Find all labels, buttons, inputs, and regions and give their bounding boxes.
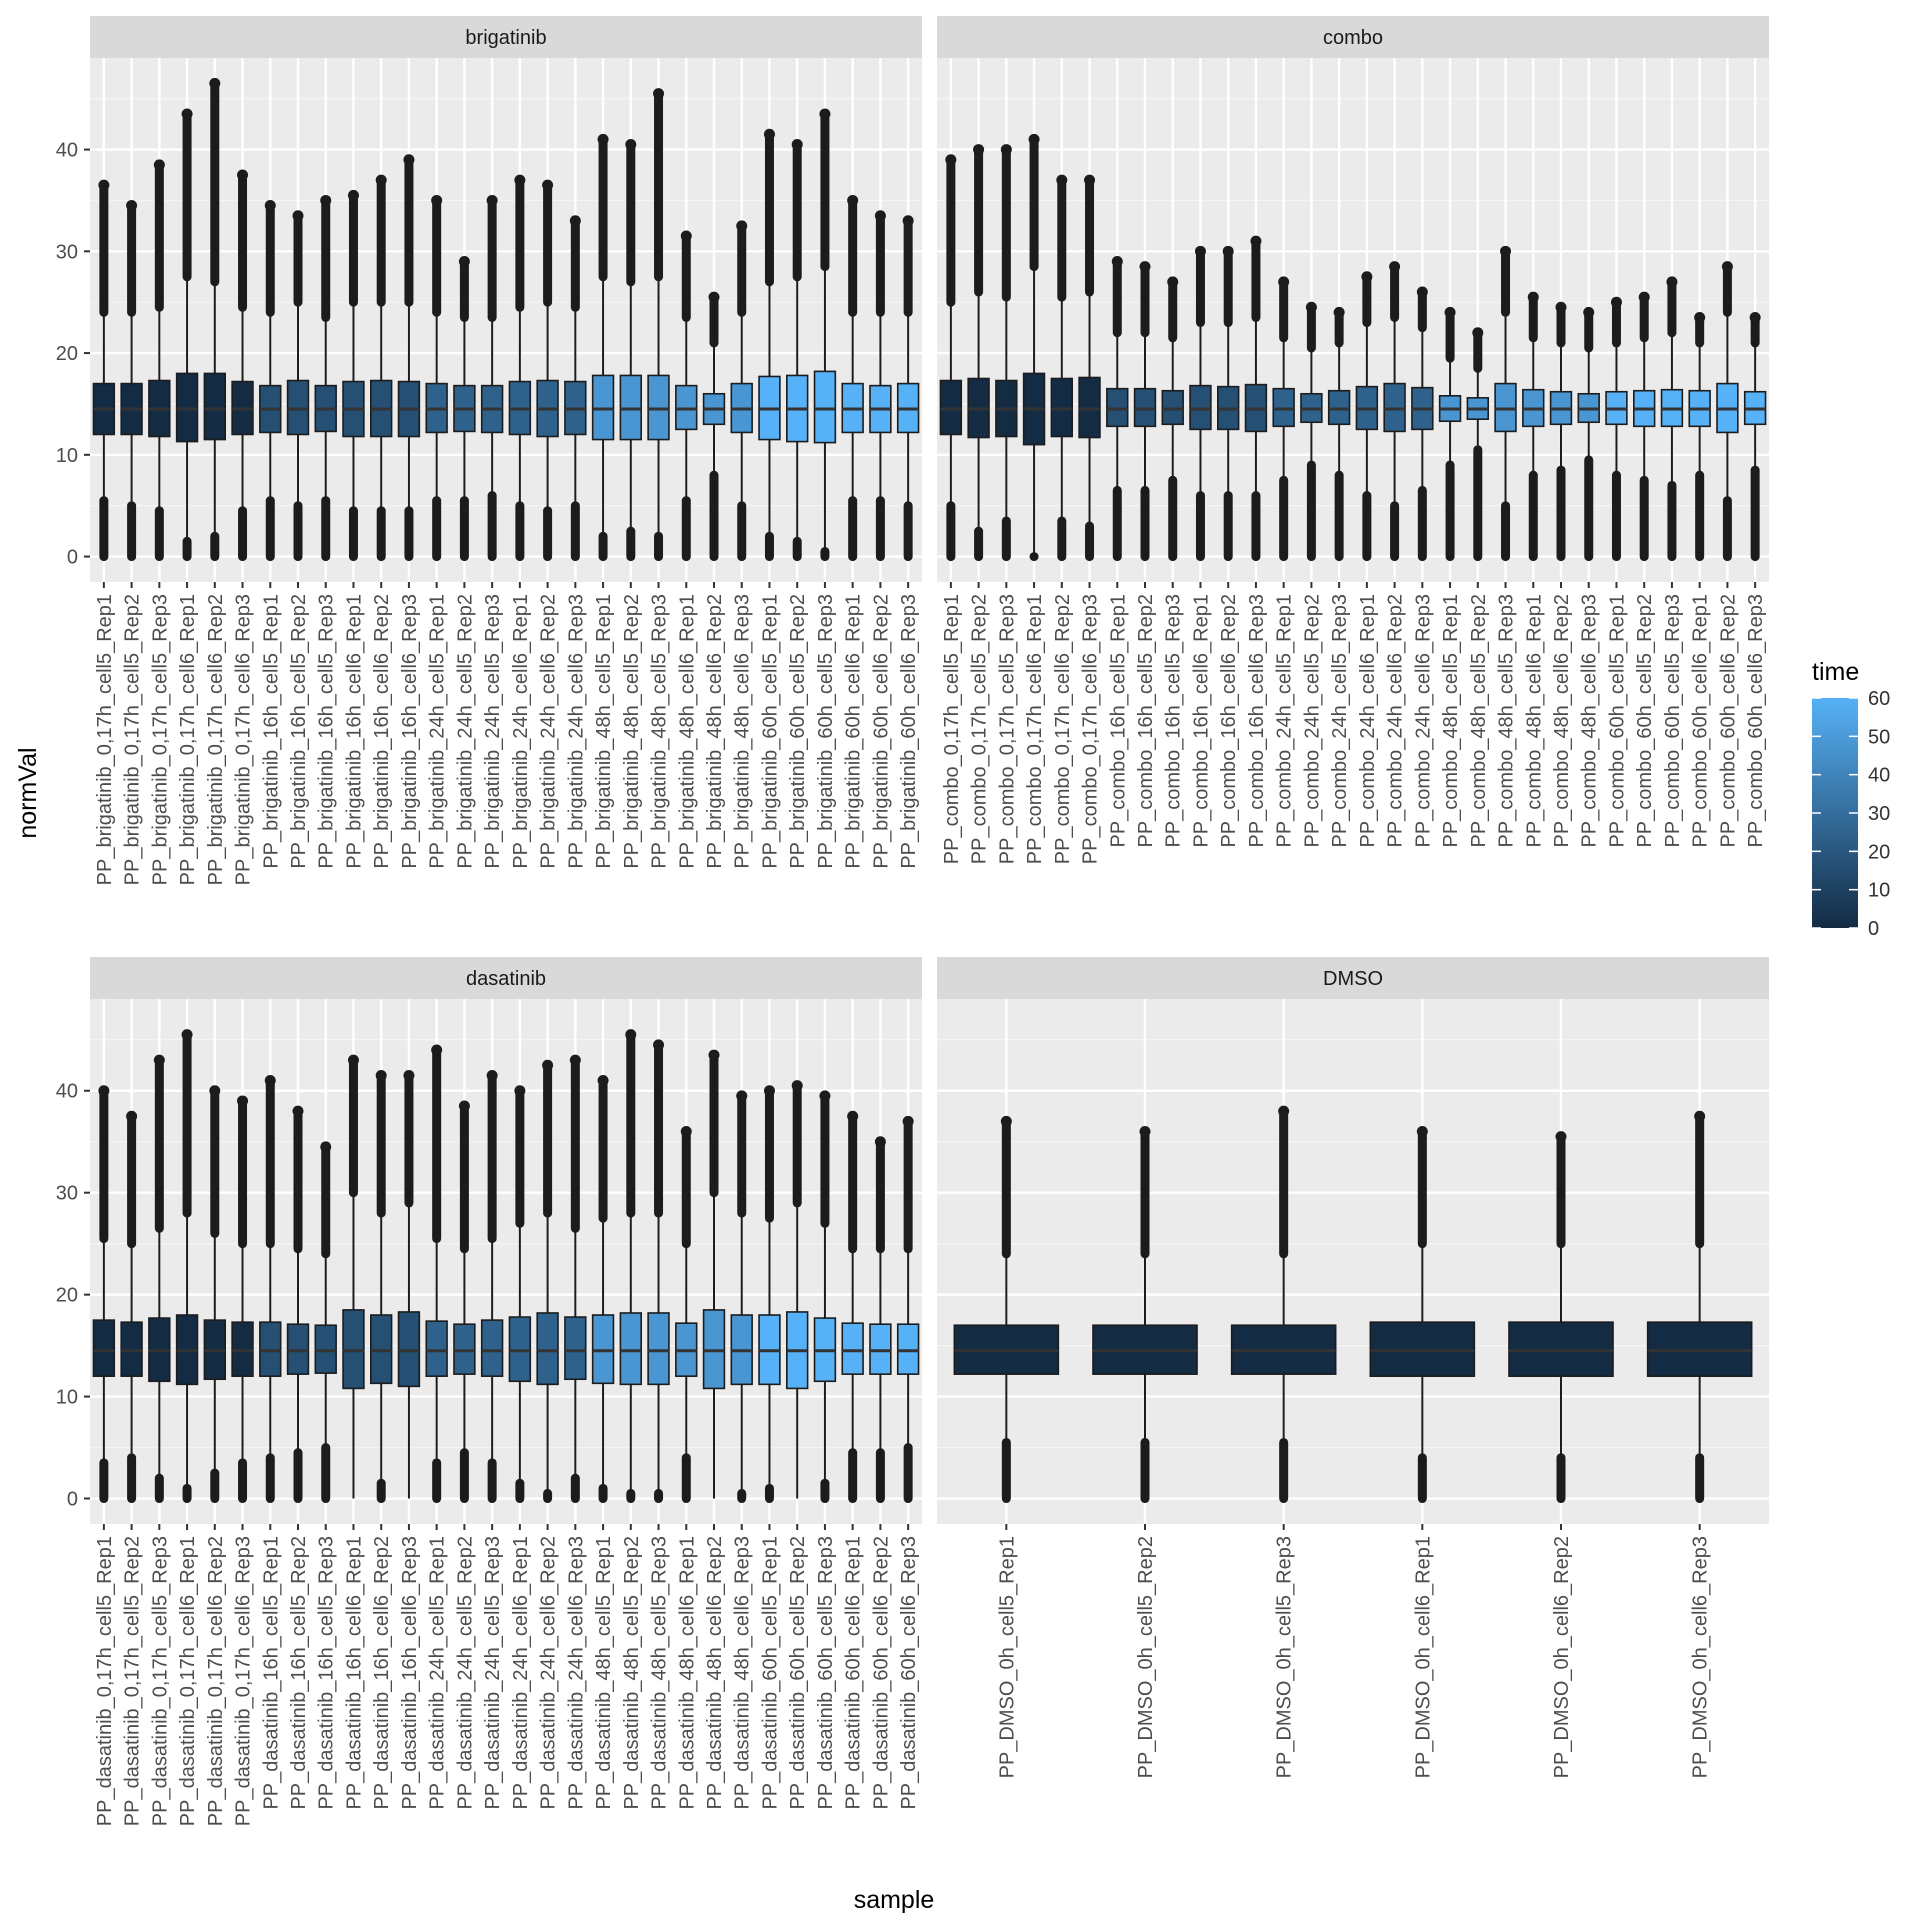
x-tick-label: PP_combo_16h_cell6_Rep3 [1245,594,1268,848]
outlier-point [1389,261,1400,272]
x-tick-label: PP_dasatinib_24h_cell6_Rep2 [537,1536,560,1810]
outlier-point [1583,307,1594,318]
x-tick-label: PP_brigatinib_48h_cell6_Rep3 [731,594,754,869]
outlier-point [293,210,304,221]
x-tick-label: PP_DMSO_0h_cell5_Rep1 [996,1536,1019,1779]
x-tick-label: PP_brigatinib_24h_cell6_Rep2 [537,594,560,869]
outlier-point [1084,175,1095,186]
box-iqr [315,1325,336,1373]
box-iqr [648,375,669,439]
x-tick-label: PP_combo_16h_cell5_Rep1 [1107,594,1130,848]
box-iqr [648,1313,669,1384]
outlier-point [736,220,747,231]
x-tick-label: PP_combo_16h_cell5_Rep3 [1162,594,1185,848]
outlier-point [875,210,886,221]
outlier-point [1472,327,1483,338]
outlier-point [237,170,248,181]
x-tick-label: PP_combo_48h_cell6_Rep2 [1551,594,1573,848]
x-tick-label: PP_dasatinib_0,17h_cell6_Rep3 [232,1536,255,1827]
outlier-point [847,1111,858,1122]
outlier-point [154,159,165,170]
box-iqr [537,1313,558,1384]
outlier-point [625,139,636,150]
box-iqr [121,1322,142,1376]
x-tick-label: PP_brigatinib_16h_cell6_Rep1 [343,594,366,869]
x-tick-label: PP_combo_60h_cell6_Rep3 [1745,594,1768,848]
outlier-point [570,215,581,226]
outlier-point [1417,1126,1428,1137]
x-tick-label: PP_dasatinib_24h_cell5_Rep2 [454,1536,477,1810]
box-iqr [1162,391,1183,425]
outlier-point [764,1085,775,1096]
outlier-point [1445,307,1456,318]
box-iqr [232,1322,253,1376]
box-iqr [509,1317,530,1381]
x-tick-label: PP_dasatinib_48h_cell6_Rep2 [704,1536,726,1810]
outlier-point [209,78,220,89]
outlier-point [431,1044,442,1055]
legend-tick-label: 60 [1868,688,1891,710]
box-iqr [1273,389,1294,427]
box-iqr [1648,1322,1752,1376]
panel-brigatinib [56,16,922,885]
box-iqr [1509,1322,1613,1376]
x-tick-label: PP_dasatinib_0,17h_cell6_Rep2 [204,1536,227,1827]
outlier-point [1167,276,1178,287]
outlier-point [1306,302,1317,313]
box-iqr [204,373,225,439]
x-tick-label: PP_dasatinib_16h_cell5_Rep1 [260,1536,283,1810]
y-tick-label: 0 [66,546,78,569]
outlier-point [598,134,609,145]
x-axis-title: sample [853,1886,935,1914]
x-tick-label: PP_brigatinib_24h_cell6_Rep1 [509,594,532,869]
x-tick-label: PP_dasatinib_60h_cell5_Rep3 [814,1536,837,1810]
outlier-point [1278,276,1289,287]
outlier-point [973,144,984,155]
plot-background [937,999,1769,1524]
box-iqr [1495,384,1516,432]
outlier-point [154,1055,165,1066]
outlier-point [182,108,193,119]
x-tick-label: PP_brigatinib_60h_cell6_Rep2 [870,594,893,869]
y-tick-label: 20 [55,1284,78,1307]
x-tick-label: PP_combo_16h_cell6_Rep1 [1190,594,1213,848]
outlier-point [348,1055,359,1066]
x-tick-label: PP_brigatinib_0,17h_cell5_Rep3 [149,594,172,886]
x-tick-label: PP_brigatinib_0,17h_cell6_Rep1 [177,594,200,886]
box-iqr [676,386,697,430]
x-tick-label: PP_dasatinib_60h_cell5_Rep2 [787,1536,810,1810]
legend-tick-label: 20 [1868,841,1891,864]
x-tick-label: PP_dasatinib_48h_cell5_Rep1 [593,1536,616,1810]
x-tick-label: PP_dasatinib_60h_cell6_Rep2 [870,1536,893,1810]
x-tick-label: PP_brigatinib_24h_cell6_Rep3 [565,594,588,869]
outlier-point [182,1029,193,1040]
x-tick-label: PP_DMSO_0h_cell6_Rep2 [1551,1536,1573,1779]
legend-tick-label: 30 [1868,803,1891,825]
outlier-point [570,1055,581,1066]
box-iqr [1384,384,1405,432]
box-iqr [593,1315,614,1383]
x-tick-label: PP_brigatinib_16h_cell6_Rep3 [398,594,421,869]
facet-label: DMSO [1323,968,1383,990]
outlier-point [514,1085,525,1096]
outlier-point [265,1075,276,1086]
y-tick-label: 10 [55,444,78,467]
outlier-point [709,1050,720,1061]
legend-tick-label: 40 [1868,764,1891,787]
x-tick-label: PP_brigatinib_48h_cell5_Rep3 [648,594,671,869]
x-tick-label: PP_combo_24h_cell5_Rep2 [1301,594,1324,848]
outlier-point [903,215,914,226]
outlier-point [1666,276,1677,287]
x-tick-label: PP_brigatinib_48h_cell5_Rep1 [593,594,616,869]
x-tick-label: PP_brigatinib_16h_cell5_Rep2 [288,594,310,869]
box-iqr [482,1320,503,1376]
box-iqr [426,1321,447,1376]
outlier-point [293,1106,304,1117]
x-tick-label: PP_dasatinib_60h_cell6_Rep1 [842,1536,865,1810]
x-tick-label: PP_combo_0,17h_cell6_Rep1 [1024,594,1047,865]
outlier-point [792,139,803,150]
x-tick-label: PP_combo_16h_cell6_Rep2 [1218,594,1241,848]
x-tick-label: PP_combo_0,17h_cell6_Rep3 [1079,594,1102,865]
x-tick-label: PP_combo_24h_cell5_Rep3 [1329,594,1352,848]
box-iqr [399,1312,420,1386]
outlier-point [320,1141,331,1152]
x-tick-label: PP_dasatinib_48h_cell5_Rep3 [648,1536,671,1810]
outlier-point [1140,261,1151,272]
x-tick-label: PP_combo_60h_cell5_Rep3 [1661,594,1684,848]
x-tick-label: PP_DMSO_0h_cell6_Rep3 [1689,1536,1712,1779]
outlier-point [376,175,387,186]
outlier-point [265,200,276,211]
legend-tick-label: 50 [1868,726,1891,749]
x-tick-label: PP_brigatinib_0,17h_cell6_Rep2 [204,594,227,886]
box-iqr [898,1324,919,1374]
outlier-point [1001,144,1012,155]
x-tick-label: PP_dasatinib_24h_cell6_Rep1 [509,1536,532,1810]
outlier-point [459,1101,470,1112]
outlier-point [764,129,775,140]
x-tick-label: PP_combo_0,17h_cell5_Rep3 [996,593,1019,865]
box-iqr [93,1320,114,1376]
x-tick-label: PP_brigatinib_16h_cell5_Rep3 [315,594,338,869]
outlier-point [819,1090,830,1101]
x-tick-label: PP_brigatinib_24h_cell5_Rep3 [482,594,505,869]
legend-tick-label: 0 [1868,918,1880,940]
outlier-point [1195,246,1206,257]
x-tick-label: PP_combo_0,17h_cell6_Rep2 [1051,594,1074,865]
outlier-point [403,1070,414,1081]
box-iqr [593,375,614,439]
x-tick-label: PP_combo_0,17h_cell5_Rep1 [940,594,963,865]
outlier-point [1250,236,1261,247]
x-tick-label: PP_dasatinib_24h_cell5_Rep3 [482,1536,505,1810]
x-tick-label: PP_brigatinib_24h_cell5_Rep2 [454,594,477,869]
box-iqr [620,1313,641,1384]
outlier-point [1417,287,1428,298]
x-tick-label: PP_combo_24h_cell6_Rep2 [1384,594,1407,848]
legend-title: time [1812,658,1860,686]
x-tick-label: PP_dasatinib_16h_cell6_Rep1 [343,1536,366,1810]
outlier-point [1223,246,1234,257]
x-tick-label: PP_brigatinib_48h_cell5_Rep2 [620,594,643,869]
x-tick-label: PP_dasatinib_0,17h_cell5_Rep3 [149,1536,172,1827]
x-tick-label: PP_dasatinib_60h_cell6_Rep3 [898,1536,921,1810]
outlier-point [514,175,525,186]
outlier-point [376,1070,387,1081]
y-axis-title: normVal [14,747,42,839]
x-tick-label: PP_combo_48h_cell6_Rep3 [1578,594,1601,848]
box-iqr [454,1324,475,1374]
x-tick-label: PP_brigatinib_0,17h_cell5_Rep1 [93,594,116,886]
outlier-point [792,1080,803,1091]
outlier-point [681,1126,692,1137]
outlier-point [1722,261,1733,272]
outlier-point [653,1039,664,1050]
outlier-point [1556,1131,1567,1142]
box-iqr [1190,386,1211,430]
outlier-point [126,200,137,211]
outlier-point [1140,1126,1151,1137]
outlier-point [1029,134,1040,145]
outlier-point [1112,256,1123,267]
x-tick-label: PP_brigatinib_16h_cell5_Rep1 [260,594,283,869]
outlier-point [126,1111,137,1122]
box-iqr [371,1315,392,1383]
outlier-point [1639,292,1650,303]
x-tick-label: PP_dasatinib_24h_cell6_Rep3 [565,1536,588,1810]
outlier-point [819,108,830,119]
x-tick-label: PP_combo_48h_cell6_Rep1 [1523,594,1546,848]
x-tick-label: PP_brigatinib_48h_cell6_Rep1 [676,594,699,869]
x-tick-label: PP_dasatinib_0,17h_cell5_Rep1 [93,1536,116,1827]
x-tick-label: PP_dasatinib_24h_cell5_Rep1 [426,1536,449,1810]
outlier-point [403,154,414,165]
x-tick-label: PP_combo_60h_cell6_Rep1 [1689,594,1712,848]
facet-label: brigatinib [465,27,547,49]
x-tick-label: PP_dasatinib_16h_cell5_Rep2 [288,1536,310,1810]
x-tick-label: PP_dasatinib_16h_cell6_Rep2 [371,1536,394,1810]
y-tick-label: 10 [55,1386,78,1409]
outlier-point [709,292,720,303]
box-iqr [288,1324,309,1374]
outlier-point [1556,302,1567,313]
y-tick-label: 30 [55,1182,78,1205]
x-tick-label: PP_brigatinib_0,17h_cell6_Rep3 [232,594,255,886]
x-tick-label: PP_brigatinib_48h_cell6_Rep2 [704,594,726,869]
outlier-point [625,1029,636,1040]
outlier-point [875,1136,886,1147]
x-tick-label: PP_brigatinib_60h_cell5_Rep1 [759,594,782,869]
outlier-point [1278,1106,1289,1117]
outlier-point [1694,312,1705,323]
outlier-point [98,180,109,191]
x-tick-label: PP_brigatinib_16h_cell6_Rep2 [371,594,394,869]
x-tick-label: PP_brigatinib_60h_cell5_Rep3 [814,594,837,869]
box-iqr [1051,379,1072,437]
outlier-point [1001,1116,1012,1127]
x-tick-label: PP_combo_0,17h_cell5_Rep2 [968,594,991,865]
x-tick-label: PP_dasatinib_0,17h_cell5_Rep2 [121,1536,144,1827]
outlier-point [1361,271,1372,282]
outlier-point [1500,246,1511,257]
box-iqr [1135,389,1156,427]
outlier-point [1528,292,1539,303]
x-tick-label: PP_combo_24h_cell5_Rep1 [1273,594,1296,848]
outlier-point [431,195,442,206]
outlier-point [598,1075,609,1086]
y-tick-label: 40 [55,139,78,162]
box-iqr [288,381,309,435]
outlier-point [348,190,359,201]
x-tick-label: PP_combo_48h_cell5_Rep1 [1440,594,1463,848]
x-tick-label: PP_combo_48h_cell5_Rep2 [1467,594,1490,848]
outlier-point [209,1085,220,1096]
x-tick-label: PP_DMSO_0h_cell6_Rep1 [1412,1536,1435,1779]
outlier-point [1694,1111,1705,1122]
outlier-point [542,180,553,191]
x-tick-label: PP_brigatinib_60h_cell6_Rep1 [842,594,865,869]
box-iqr [177,373,198,441]
outlier-point [487,195,498,206]
x-tick-label: PP_combo_24h_cell6_Rep1 [1356,594,1379,848]
box-iqr [1079,377,1100,437]
outlier-point [320,195,331,206]
outlier-point [487,1070,498,1081]
panel-dasatinib [56,957,922,1826]
box-iqr [704,1310,725,1388]
x-tick-label: PP_brigatinib_0,17h_cell5_Rep2 [121,594,144,886]
facet-label: dasatinib [465,968,547,990]
outlier-point [653,88,664,99]
x-tick-label: PP_combo_16h_cell5_Rep2 [1135,594,1157,848]
outlier-point [459,256,470,267]
x-tick-label: PP_DMSO_0h_cell5_Rep2 [1135,1536,1157,1779]
x-tick-label: PP_combo_48h_cell5_Rep3 [1495,594,1518,848]
box-iqr [940,381,961,435]
y-tick-label: 0 [66,1488,78,1511]
x-tick-label: PP_brigatinib_24h_cell5_Rep1 [426,594,449,869]
outlier-point [98,1085,109,1096]
outlier-point [903,1116,914,1127]
y-tick-label: 20 [55,343,78,366]
x-tick-label: PP_DMSO_0h_cell5_Rep3 [1273,1536,1296,1779]
box-iqr [565,1317,586,1379]
box-iqr [870,1324,891,1374]
outlier-point [945,154,956,165]
box-iqr [1370,1322,1474,1376]
x-tick-label: PP_combo_60h_cell5_Rep2 [1634,594,1657,848]
x-tick-label: PP_dasatinib_16h_cell5_Rep3 [315,1536,338,1810]
box-iqr [620,375,641,439]
outlier-point [681,231,692,242]
box-iqr [842,1323,863,1374]
box-iqr [1107,389,1128,427]
x-tick-label: PP_dasatinib_48h_cell6_Rep1 [676,1536,699,1810]
x-tick-label: PP_brigatinib_60h_cell6_Rep3 [898,593,921,869]
x-tick-label: PP_combo_60h_cell6_Rep2 [1717,594,1740,848]
outlier-point [1750,312,1761,323]
facet-label: combo [1322,27,1384,49]
outlier-point [1056,175,1067,186]
x-tick-label: PP_dasatinib_60h_cell5_Rep1 [759,1536,782,1810]
x-tick-label: PP_dasatinib_48h_cell5_Rep2 [620,1536,643,1810]
y-tick-label: 30 [55,241,78,264]
x-tick-label: PP_dasatinib_48h_cell6_Rep3 [731,1536,754,1810]
y-tick-label: 40 [55,1080,78,1103]
x-tick-label: PP_dasatinib_16h_cell6_Rep3 [398,1536,421,1810]
outlier-point [1611,297,1622,308]
outlier-point [736,1090,747,1101]
x-tick-label: PP_combo_24h_cell6_Rep3 [1412,594,1435,848]
box-iqr [1329,391,1350,425]
x-tick-label: PP_brigatinib_60h_cell5_Rep2 [787,593,810,869]
legend-tick-label: 10 [1868,879,1891,902]
outlier-point [847,195,858,206]
box-iqr [815,371,836,442]
x-tick-label: PP_combo_60h_cell5_Rep1 [1606,594,1629,848]
outlier-point [1334,307,1345,318]
box-iqr [343,1310,364,1388]
outlier-point [542,1060,553,1071]
box-iqr [260,1322,281,1376]
x-tick-label: PP_dasatinib_0,17h_cell6_Rep1 [177,1536,200,1827]
outlier-point [237,1095,248,1106]
